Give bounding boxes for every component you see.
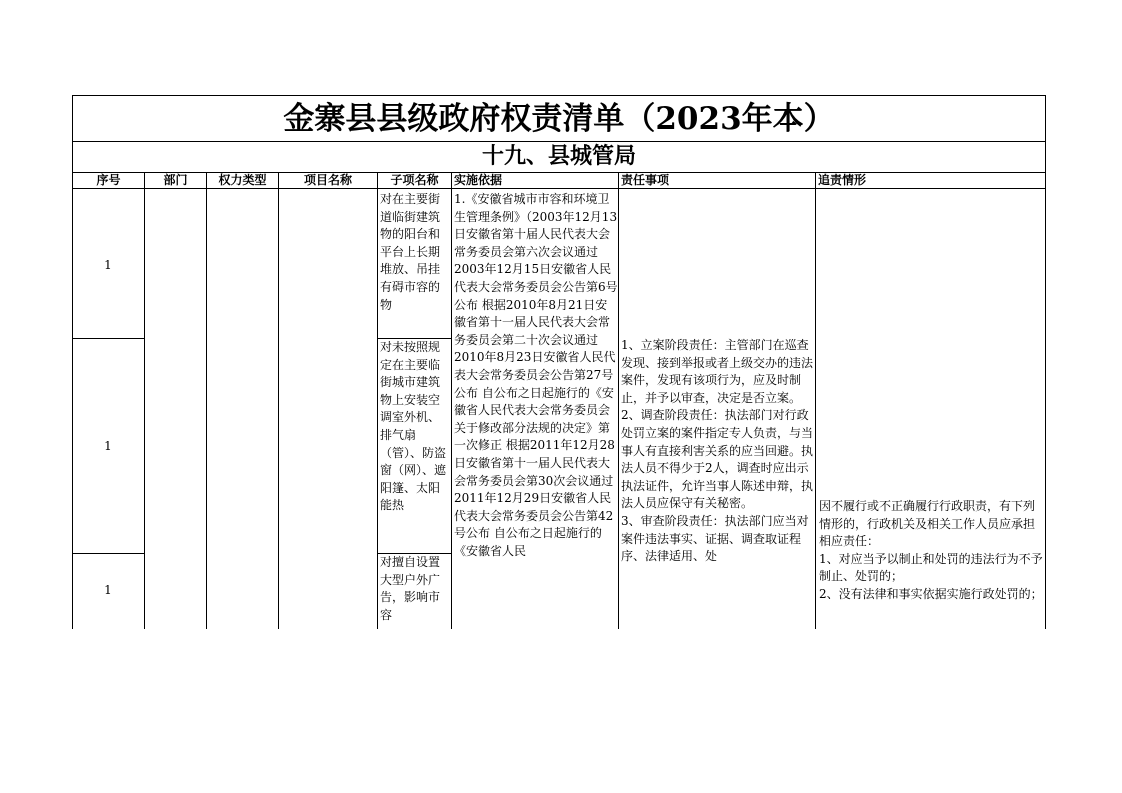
header-power-type: 权力类型 (207, 173, 279, 189)
subitem-name-1: 对在主要街道临街建筑物的阳台和平台上长期堆放、吊挂有碍市容的物 (378, 191, 451, 339)
document-title: 金寨县县级政府权责清单（2023年本） (72, 95, 1046, 142)
header-subitem-name: 子项名称 (378, 173, 452, 189)
accountability-item: 2、没有法律和事实依据实施行政处罚的； (819, 586, 1043, 601)
row-divider (72, 553, 144, 554)
responsibility-cell (619, 337, 815, 629)
row-serial-3: 1 (104, 583, 112, 597)
responsibility-list-sheet (72, 95, 1046, 629)
column-power-type (207, 189, 279, 629)
responsibility-item: 2、调查阶段责任：执法部门对行政处罚立案的案件指定专人负责，与当事人有直接利害关系的应当回避。执法人员不得少于2人，调查时应出示执法证件，允许当事人陈述申辩，执法人员应保守有关秘密。 (621, 408, 814, 511)
row-serial-2: 1 (104, 439, 112, 453)
header-item-name: 项目名称 (279, 173, 378, 189)
header-department: 部门 (145, 173, 207, 189)
header-accountability: 追责情形 (816, 173, 1046, 189)
column-item-name (279, 189, 378, 629)
accountability-item: 1、对应当予以制止和处罚的违法行为不予制止、处罚的； (819, 551, 1043, 584)
column-serial (72, 189, 145, 629)
responsibility-item: 1、立案阶段责任：主管部门在巡查发现、接到举报或者上级交办的违法案件，发现有该项行为，应及时制止，并予以审查，决定是否立案。 (621, 338, 814, 405)
header-basis: 实施依据 (452, 173, 619, 189)
row-serial-1: 1 (104, 258, 112, 272)
responsibility-item: 3、审查阶段责任：执法部门应当对案件违法事实、证据、调查取证程序、法律适用、处 (621, 513, 809, 564)
accountability-item: 因不履行或不正确履行行政职责，有下列情形的，行政机关及相关工作人员应承担相应责任： (819, 499, 1036, 549)
subitem-name-2: 对未按照规定在主要临街城市建筑物上安装空调室外机、排气扇（管）、防盗窗（网）、遮阳篷、太阳能热 (378, 339, 451, 554)
header-responsibility: 责任事项 (619, 173, 816, 189)
department-subtitle: 十九、县城管局 (72, 141, 1046, 173)
implementation-basis-text: 1.《安徽省城市市容和环境卫生管理条例》（2003年12月13日安徽省第十届人民代表大会常务委员会第六次会议通过 2003年12月15日安徽省人民代表大会常务委员会公告第6号公布 根据2010年8月21日安徽省第十一届人民代表大会常务委员会第二十次会议通过 2010年8月23日安徽省人民代表大会常务委员会公告第27号公布 自公布之日起施行的《安徽省人民代表大会常务委员会关于修改部分法规的决定》第一次修正 根据2011年12月28日安徽省第十一届人民代表大会常务委员会第30次会议通过 2011年12月29日安徽省人民代表大会常务委员会公告第42号公布 自公布之日起施行的《安徽省人民 (454, 192, 618, 558)
column-department (145, 189, 207, 629)
subitem-name-3: 对擅自设置大型户外广告，影响市容 (380, 555, 441, 622)
header-serial: 序号 (72, 173, 145, 189)
row-divider (72, 338, 144, 339)
accountability-cell (817, 498, 1045, 629)
